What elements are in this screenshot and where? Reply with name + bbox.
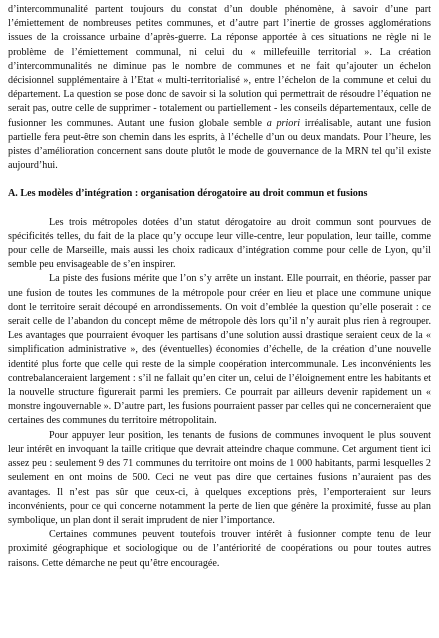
spacer — [8, 202, 431, 216]
paragraph-text: d’intercommunalité partent toujours du constat d’un double phénomène, à savoir d’une part l’émiettement de nombreuses petites communes, et d’autre part l’inertie de grosses agglomérations issues de la croissance urbaine d’après-guerre. La réponse apportée à ces situations ne règle ni le problème de l’émiettement communal, ni celui du « millefeuille territorial ». La création d’intercommunalités ne diminue pas le nombre de communes et ne fait qu’ajouter un échelon décisionnel supplémentaire à l’Etat « multi-territorialisé », entre l’échelon de la commune et celui du département. La question se pose donc de savoir si la solution qui permettrait de résoudre l’équation ne serait pas, outre celle de supprimer - totalement ou partiellement - les conseils départementaux, celle de fusionner les communes. Autant une fusion globale semble — [8, 4, 431, 129]
document-page — [8, 3, 431, 571]
paragraph-tenants-fusions: Pour appuyer leur position, les tenants de fusions de communes invoquent le plus souvent leur intérêt en invoquant la taille critique que devrait atteindre chaque commune. Cet argument tient ici assez peu : seulement 9 des 71 communes du territoire ont moins de 1 000 habitants, parmi lesquelles 2 seulement en ont moins de 500. Ceci ne veut pas dire que certaines fusions n’auraient pas des avantages. Il n’est pas sûr que ceux-ci, à quelques exceptions près, l’emporteraient sur leurs inconvénients, pour ce qui concerne notamment la perte de lien que génère la proximité, fusse au plan symbolique, un plan dont il serait imprudent de nier l’importance. — [8, 429, 431, 526]
section-heading: A. Les modèles d’intégration : organisation dérogatoire au droit commun et fusions — [8, 188, 368, 200]
emphasis-a-priori: a priori — [266, 117, 301, 129]
paragraph-intercommunalite — [8, 3, 431, 173]
paragraph-communes-interet: Certaines communes peuvent toutefois trouver intérêt à fusionner compte tenu de leur proximité géographique et sociologique ou de l’antériorité de coopérations ou pour toutes autres raisons. Cette démarche ne peut qu’être encouragée. — [8, 529, 431, 569]
spacer — [8, 173, 431, 187]
paragraph-fusions: La piste des fusions mérite que l’on s’y arrête un instant. Elle pourrait, en théorie, passer par une fusion de toutes les communes de la métropole pour créer en lieu et place une commune unique dont le territoire serait découpé en arrondissements. On voit d’emblée la question qu’elle poserait : ce serait celle de l’abandon du concept même de métropole dès lors qu’il n’y aurait plus rien à regrouper. Les avantages que pourraient évoquer les partisans d’une solution aussi drastique seraient ceux de la « simplification administrative », des (éventuelles) économies d’échelle, de la création d’une nouvelle identité plus forte que celle qui reste de la simple coopération intercommunale. Les inconvénients les contrebalanceraient largement : s’il ne fallait qu’en citer un, celui de l’éloignement entre les habitants et la nouvelle structure figurerait parmi les premiers. Ce pourrait par ailleurs devenir rapidement un « monstre ingouvernable ». D’autre part, les fusions pourraient passer par celles qui ne concerneraient que certaines des communes du territoire métropolitain. — [8, 273, 431, 427]
paragraph-text: irréalisable, autant une fusion partielle fera peut-être son chemin dans les esprits, à l’échelle d’un ou deux mandats. Pour l’heure, les pistes d’amélioration concernent sans doute plutôt le mode de gouvernance de la MRN tel qu’il existe aujourd’hui. — [8, 117, 431, 172]
paragraph-metropoles: Les trois métropoles dotées d’un statut dérogatoire au droit commun sont pourvues de spécificités telles, du fait de la place qu’y occupe leur ville-centre, leur population, leur taille, comme pour celle de Marseille, mais aussi les choix radicaux d’intégration comme pour celle de Lyon, qu’il semble peu envisageable de s’en inspirer. — [8, 216, 431, 271]
